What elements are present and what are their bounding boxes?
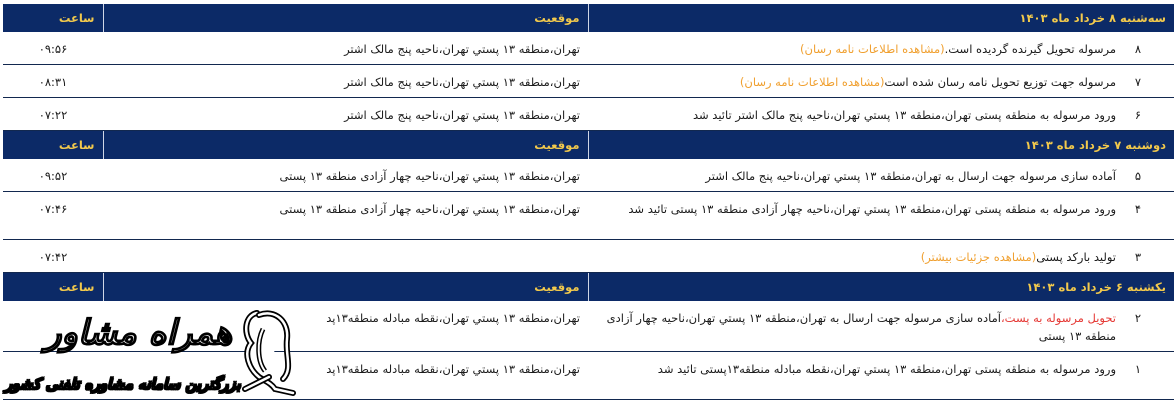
table-row — [3, 240, 1174, 273]
event-text: آماده سازی مرسوله جهت ارسال به تهران،منطقه ۱۳ پستي تهران،ناحیه پنج مالک اشتر — [705, 169, 1116, 183]
event-time: ۰۷:۴۶ — [3, 192, 103, 240]
event-text: تولید بارکد پستی — [1036, 250, 1116, 264]
event-time — [3, 301, 103, 352]
time-column-header: ساعت — [3, 131, 103, 160]
event-number: ۶ — [1134, 108, 1142, 122]
view-more-details-link[interactable]: (مشاهده جزئیات بیشتر) — [920, 250, 1037, 264]
event-number: ۵ — [1134, 169, 1142, 183]
day-header — [3, 131, 1174, 160]
event-number: ۴ — [1134, 202, 1142, 216]
time-column-header: ساعت — [3, 273, 103, 302]
event-text: ورود مرسوله به منطقه پستی تهران،منطقه ۱۳ پستي تهران،ناحیه پنج مالک اشتر تائید شد — [692, 108, 1116, 122]
day-date: یکشنبه ۶ خرداد ماه ۱۴۰۳ — [588, 273, 1174, 302]
event-location — [103, 240, 588, 273]
table-row — [3, 65, 1174, 98]
table-row — [3, 352, 1174, 400]
view-postman-info-link[interactable]: (مشاهده اطلاعات نامه رسان) — [739, 75, 885, 89]
event-number: ۸ — [1134, 42, 1142, 56]
event-text: ورود مرسوله به منطقه پستی تهران،منطقه ۱۳ پستي تهران،ناحیه چهار آزادی منطقه ۱۳ پستی تائید شد — [628, 202, 1116, 216]
day-header — [3, 4, 1174, 32]
event-time: ۰۷:۴۲ — [3, 240, 103, 273]
event-time: ۰۷:۲۲ — [3, 98, 103, 131]
event-location: تهران،منطقه ۱۳ پستي تهران،ناحیه چهار آزادی منطقه ۱۳ پستی — [103, 159, 588, 192]
day-date: دوشنبه ۷ خرداد ماه ۱۴۰۳ — [588, 131, 1174, 160]
tracking-table-container — [3, 4, 1174, 400]
time-column-header: ساعت — [3, 4, 103, 32]
event-time: ۰۹:۵۲ — [3, 159, 103, 192]
event-location: تهران،منطقه ۱۳ پستي تهران،ناحیه پنج مالک اشتر — [103, 98, 588, 131]
event-text: آماده سازی مرسوله جهت ارسال به تهران،منطقه ۱۳ پستي تهران،ناحیه چهار آزادی منطقه ۱۳ پستی — [606, 311, 1116, 343]
tracking-table — [3, 4, 1174, 400]
watermark-title: همراه مشاور — [45, 313, 233, 353]
table-row — [3, 192, 1174, 240]
event-time — [3, 352, 103, 400]
event-location: تهران،منطقه ۱۳ پستي تهران،نقطه مبادله منطقه۱۳پد — [103, 352, 588, 400]
event-number: ۱ — [1134, 362, 1142, 376]
day-header — [3, 273, 1174, 302]
event-time: ۰۸:۳۱ — [3, 65, 103, 98]
event-text: ورود مرسوله به منطقه پستی تهران،منطقه ۱۳ پستي تهران،نقطه مبادله منطقه۱۳پستی تائید شد — [657, 362, 1116, 376]
event-location: تهران،منطقه ۱۳ پستي تهران،ناحیه چهار آزادی منطقه ۱۳ پستی — [103, 192, 588, 240]
event-highlight-text: تحویل مرسوله به پست، — [1000, 311, 1116, 325]
view-postman-info-link[interactable]: (مشاهده اطلاعات نامه رسان) — [800, 42, 945, 56]
table-row — [3, 159, 1174, 192]
event-location: تهران،منطقه ۱۳ پستي تهران،ناحیه پنج مالک اشتر — [103, 32, 588, 65]
event-time: ۰۹:۵۶ — [3, 32, 103, 65]
location-column-header: موقعیت — [103, 4, 588, 32]
location-column-header: موقعیت — [103, 131, 588, 160]
event-text: مرسوله تحویل گیرنده گردیده است. — [944, 42, 1116, 56]
table-row — [3, 301, 1174, 352]
day-date: سه‌شنبه ۸ خرداد ماه ۱۴۰۳ — [588, 4, 1174, 32]
event-location: تهران،منطقه ۱۳ پستي تهران،ناحیه پنج مالک اشتر — [103, 65, 588, 98]
table-row — [3, 32, 1174, 65]
event-number: ۳ — [1134, 250, 1142, 264]
watermark-subtitle: بزرگترین سامانه مشاوره تلفنی کشور — [5, 375, 241, 393]
event-location: تهران،منطقه ۱۳ پستي تهران،نقطه مبادله منطقه۱۳پد — [103, 301, 588, 352]
event-number: ۷ — [1134, 75, 1142, 89]
location-column-header: موقعیت — [103, 273, 588, 302]
table-row — [3, 98, 1174, 131]
event-number: ۲ — [1134, 311, 1142, 325]
event-text: مرسوله جهت توزیع تحویل نامه رسان شده است — [884, 75, 1116, 89]
